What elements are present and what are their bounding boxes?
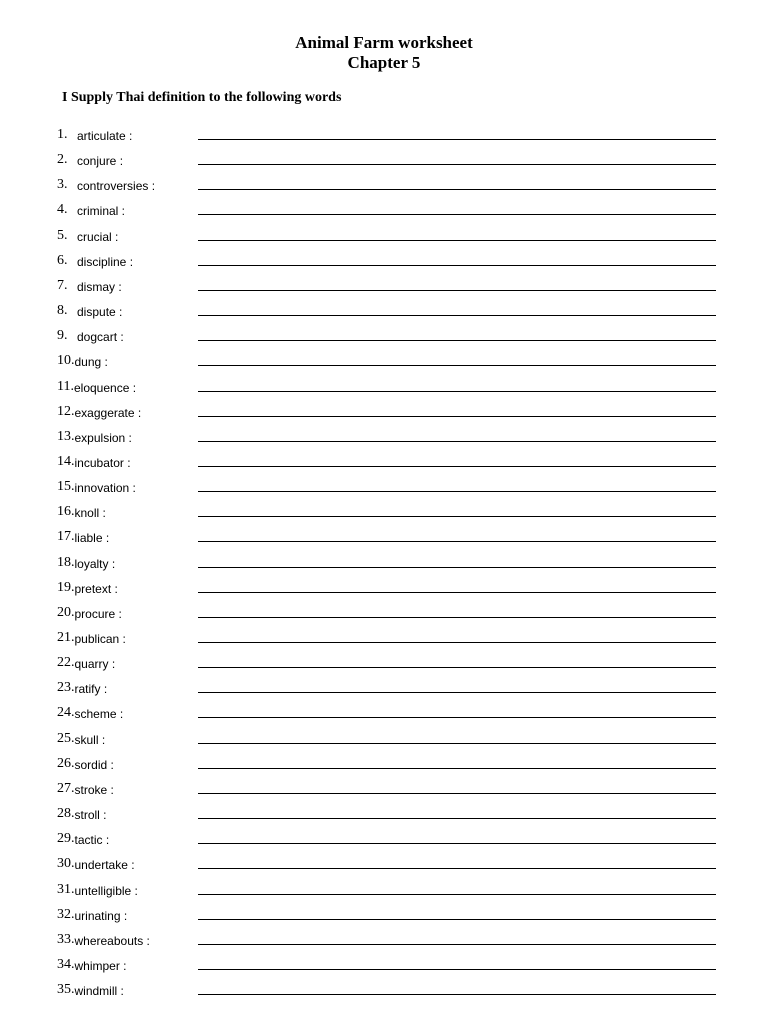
- item-number: 16.: [57, 504, 75, 520]
- vocab-word: loyalty :: [74, 556, 116, 571]
- item-number: 18.: [57, 554, 75, 570]
- item-number: 6.: [57, 252, 68, 268]
- answer-line[interactable]: [198, 290, 716, 291]
- vocab-word: innovation :: [74, 481, 136, 496]
- answer-line[interactable]: [198, 617, 716, 618]
- vocab-item: [57, 452, 717, 472]
- vocab-item: [57, 553, 717, 573]
- vocab-item: [57, 427, 717, 447]
- vocab-word: skull :: [74, 732, 106, 747]
- item-number: 12.: [57, 403, 75, 419]
- item-number: 30.: [57, 856, 75, 872]
- answer-line[interactable]: [198, 340, 716, 341]
- answer-line[interactable]: [198, 944, 716, 945]
- vocab-word: expulsion :: [74, 430, 132, 445]
- item-number: 9.: [57, 328, 68, 344]
- vocab-item: [57, 251, 717, 271]
- vocab-item: [57, 301, 717, 321]
- vocab-word: articulate :: [77, 129, 133, 143]
- item-number: 5.: [57, 227, 68, 243]
- vocab-item: [57, 653, 717, 673]
- item-number: 19.: [57, 579, 75, 595]
- answer-line[interactable]: [198, 567, 716, 568]
- vocab-item: [57, 125, 717, 145]
- vocab-word: liable :: [74, 531, 110, 546]
- vocab-word: discipline :: [77, 254, 134, 269]
- vocab-item: [57, 603, 717, 623]
- answer-line[interactable]: [198, 265, 716, 266]
- item-number: 35.: [57, 982, 75, 998]
- answer-line[interactable]: [198, 793, 716, 794]
- vocab-item: [57, 980, 717, 1000]
- vocab-item: [57, 578, 717, 598]
- vocab-word: undertake :: [74, 858, 135, 873]
- vocab-item: [57, 175, 717, 195]
- vocab-word: stroll :: [74, 808, 107, 822]
- vocab-item: [57, 477, 717, 497]
- item-number: 34.: [57, 956, 75, 972]
- vocab-word: pretext :: [74, 581, 118, 596]
- item-number: 23.: [57, 680, 75, 696]
- vocab-item: [57, 829, 717, 849]
- vocab-word: windmill :: [74, 984, 124, 999]
- vocab-item: [57, 150, 717, 170]
- chapter-title: Chapter 5: [347, 53, 421, 72]
- answer-line[interactable]: [198, 139, 716, 140]
- vocab-word: sordid :: [74, 757, 114, 772]
- vocab-word: eloquence :: [73, 380, 137, 395]
- vocab-item: [57, 402, 717, 422]
- vocab-word: controversies :: [77, 179, 156, 194]
- answer-line[interactable]: [198, 164, 716, 165]
- vocab-word: dung :: [74, 355, 108, 370]
- answer-line[interactable]: [198, 667, 716, 668]
- item-number: 15.: [57, 479, 75, 495]
- item-number: 13.: [57, 428, 75, 444]
- vocab-item: [57, 729, 717, 749]
- item-number: 2.: [57, 152, 68, 168]
- item-number: 25.: [57, 730, 75, 746]
- answer-line[interactable]: [198, 717, 716, 718]
- vocab-item: [57, 351, 717, 371]
- item-number: 28.: [57, 806, 75, 821]
- vocab-item: [57, 703, 717, 723]
- item-number: 20.: [57, 604, 75, 620]
- item-number: 8.: [57, 303, 68, 318]
- answer-line[interactable]: [198, 919, 716, 920]
- item-number: 29.: [57, 831, 75, 847]
- answer-line[interactable]: [198, 416, 716, 417]
- answer-line[interactable]: [198, 768, 716, 769]
- answer-line[interactable]: [198, 692, 716, 693]
- vocab-item: [57, 754, 717, 774]
- item-number: 11.: [57, 378, 74, 394]
- vocab-word: conjure :: [77, 154, 124, 169]
- answer-line[interactable]: [198, 240, 716, 241]
- vocab-word: whereabouts :: [74, 933, 150, 948]
- answer-line[interactable]: [198, 994, 716, 995]
- item-number: 33.: [57, 931, 75, 947]
- answer-line[interactable]: [198, 541, 716, 542]
- answer-line[interactable]: [198, 214, 716, 215]
- answer-line[interactable]: [198, 466, 716, 467]
- vocab-word: stroke :: [74, 782, 114, 797]
- vocab-word: incubator :: [74, 455, 131, 470]
- vocab-word: whimper :: [74, 958, 127, 973]
- answer-line[interactable]: [198, 365, 716, 366]
- vocab-word: urinating :: [74, 908, 128, 923]
- answer-line[interactable]: [198, 818, 716, 819]
- answer-line[interactable]: [198, 969, 716, 970]
- vocab-word: procure :: [74, 606, 122, 621]
- vocab-word: knoll :: [74, 506, 106, 521]
- vocab-word: criminal :: [77, 204, 126, 219]
- item-number: 26.: [57, 755, 75, 771]
- answer-line[interactable]: [198, 315, 716, 316]
- vocab-item: [57, 326, 717, 346]
- answer-line[interactable]: [198, 491, 716, 492]
- vocab-item: [57, 678, 717, 698]
- vocab-item: [57, 628, 717, 648]
- vocab-word: publican :: [74, 632, 126, 646]
- item-number: 4.: [57, 202, 68, 218]
- vocab-item: [57, 226, 717, 246]
- item-number: 10.: [57, 353, 75, 369]
- item-number: 7.: [57, 277, 68, 293]
- item-number: 22.: [57, 655, 75, 671]
- vocab-word: quarry :: [74, 657, 116, 672]
- vocab-word: exaggerate :: [74, 405, 142, 420]
- vocab-item: [57, 502, 717, 522]
- answer-line[interactable]: [198, 743, 716, 744]
- vocab-item: [57, 930, 717, 950]
- worksheet-title: Animal Farm worksheet: [295, 33, 473, 52]
- answer-line[interactable]: [198, 843, 716, 844]
- answer-line[interactable]: [198, 592, 716, 593]
- item-number: 24.: [57, 705, 75, 721]
- vocab-word: scheme :: [74, 707, 124, 722]
- answer-line[interactable]: [198, 642, 716, 643]
- vocab-word: ratify :: [74, 682, 108, 697]
- vocab-item: [57, 200, 717, 220]
- vocab-item: [57, 779, 717, 799]
- vocab-word: tactic :: [74, 833, 110, 848]
- item-number: 17.: [57, 529, 75, 545]
- answer-line[interactable]: [198, 189, 716, 190]
- item-number: 21.: [57, 630, 75, 645]
- vocab-item: [57, 276, 717, 296]
- vocab-item: [57, 854, 717, 874]
- vocab-word: dogcart :: [77, 330, 124, 345]
- vocab-word: dismay :: [77, 279, 122, 294]
- answer-line[interactable]: [198, 391, 716, 392]
- item-number: 27.: [57, 780, 75, 796]
- item-number: 31.: [57, 881, 75, 897]
- vocab-item: [57, 377, 717, 397]
- vocab-item: [57, 880, 717, 900]
- vocab-word: dispute :: [77, 305, 123, 319]
- answer-line[interactable]: [198, 868, 716, 869]
- vocab-item: [57, 955, 717, 975]
- item-number: 32.: [57, 906, 75, 922]
- answer-line[interactable]: [198, 894, 716, 895]
- answer-line[interactable]: [198, 441, 716, 442]
- item-number: 3.: [57, 177, 68, 193]
- section-heading: I Supply Thai definition to the following words: [62, 90, 342, 105]
- vocab-word: untelligible :: [74, 883, 138, 898]
- vocab-item: [57, 905, 717, 925]
- vocab-word: crucial :: [77, 229, 119, 244]
- item-number: 1.: [57, 127, 68, 142]
- vocab-item: [57, 804, 717, 824]
- vocab-item: [57, 527, 717, 547]
- item-number: 14.: [57, 453, 75, 469]
- answer-line[interactable]: [198, 516, 716, 517]
